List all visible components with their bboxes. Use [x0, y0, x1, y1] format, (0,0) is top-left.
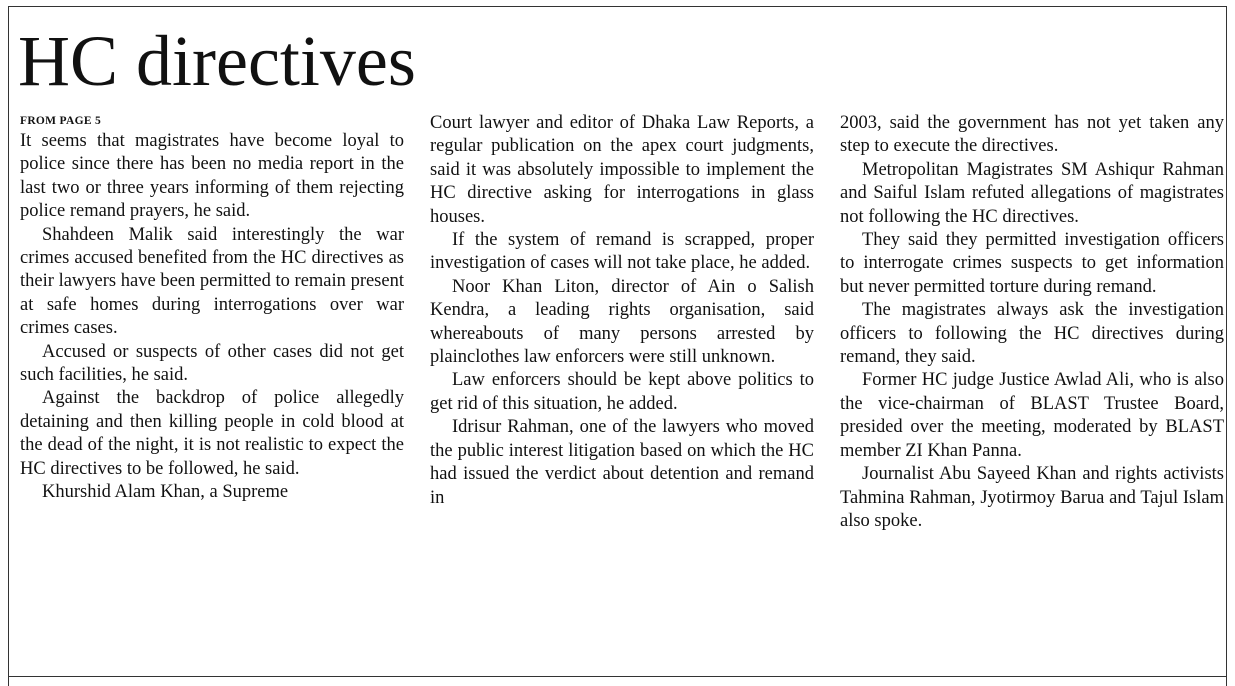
paragraph: Shahdeen Malik said interestingly the war crimes accused benefited from the HC directives as their lawyers have been permitted to remain present at safe homes during interrogations over war crimes cases.: [20, 224, 404, 339]
jump-line: FROM PAGE 5: [20, 115, 102, 127]
paragraph: The magistrates always ask the investigation officers to following the HC directives during remand, they said.: [840, 300, 1224, 368]
paragraph: Accused or suspects of other cases did not get such facilities, he said.: [20, 341, 404, 386]
paragraph: Metropolitan Magistrates SM Ashiqur Rahman and Saiful Islam refuted allegations of magistrates not following the HC directives.: [840, 159, 1224, 227]
bottom-border-rule: [8, 676, 1227, 677]
paragraph: Noor Khan Liton, director of Ain o Salish Kendra, a leading rights organisation, said whereabouts of many persons arrested by plainclothes law enforcers were still unknown.: [430, 276, 814, 368]
paragraph: Idrisur Rahman, one of the lawyers who moved the public interest litigation based on which the HC had issued the verdict about detention and remand in: [430, 417, 814, 508]
top-border-rule: [8, 6, 1227, 7]
paragraph: They said they permitted investigation officers to interrogate crimes suspects to get information but never permitted torture during remand.: [840, 230, 1224, 297]
left-border-rule: [8, 6, 9, 686]
paragraph: 2003, said the government has not yet taken any step to execute the directives.: [840, 113, 1224, 157]
article-column-2: [430, 112, 814, 510]
article-column-3: [840, 112, 1224, 533]
paragraph: It seems that magistrates have become loyal to police since there has been no media report in the last two or three years informing of them rejecting police remand prayers, he said.: [20, 131, 404, 222]
paragraph: If the system of remand is scrapped, proper investigation of cases will not take place, he added.: [430, 230, 814, 274]
paragraph: Court lawyer and editor of Dhaka Law Reports, a regular publication on the apex court judgments, said it was absolutely impossible to implement the HC directive asking for interrogations in glass houses.: [430, 113, 814, 227]
paragraph: Khurshid Alam Khan, a Supreme: [42, 482, 289, 503]
right-border-rule: [1226, 6, 1227, 686]
article-headline: HC directives: [18, 21, 416, 101]
article-column-1: [20, 112, 404, 505]
paragraph: Former HC judge Justice Awlad Ali, who is also the vice-chairman of BLAST Trustee Board, presided over the meeting, moderated by BLAST member ZI Khan Panna.: [840, 370, 1224, 461]
paragraph: Law enforcers should be kept above politics to get rid of this situation, he added.: [430, 370, 814, 414]
paragraph: Against the backdrop of police allegedly detaining and then killing people in cold blood at the dead of the night, it is not realistic to expect the HC directives to be followed, he said.: [20, 388, 404, 479]
paragraph: Journalist Abu Sayeed Khan and rights activists Tahmina Rahman, Jyotirmoy Barua and Tajul Islam also spoke.: [840, 464, 1224, 531]
